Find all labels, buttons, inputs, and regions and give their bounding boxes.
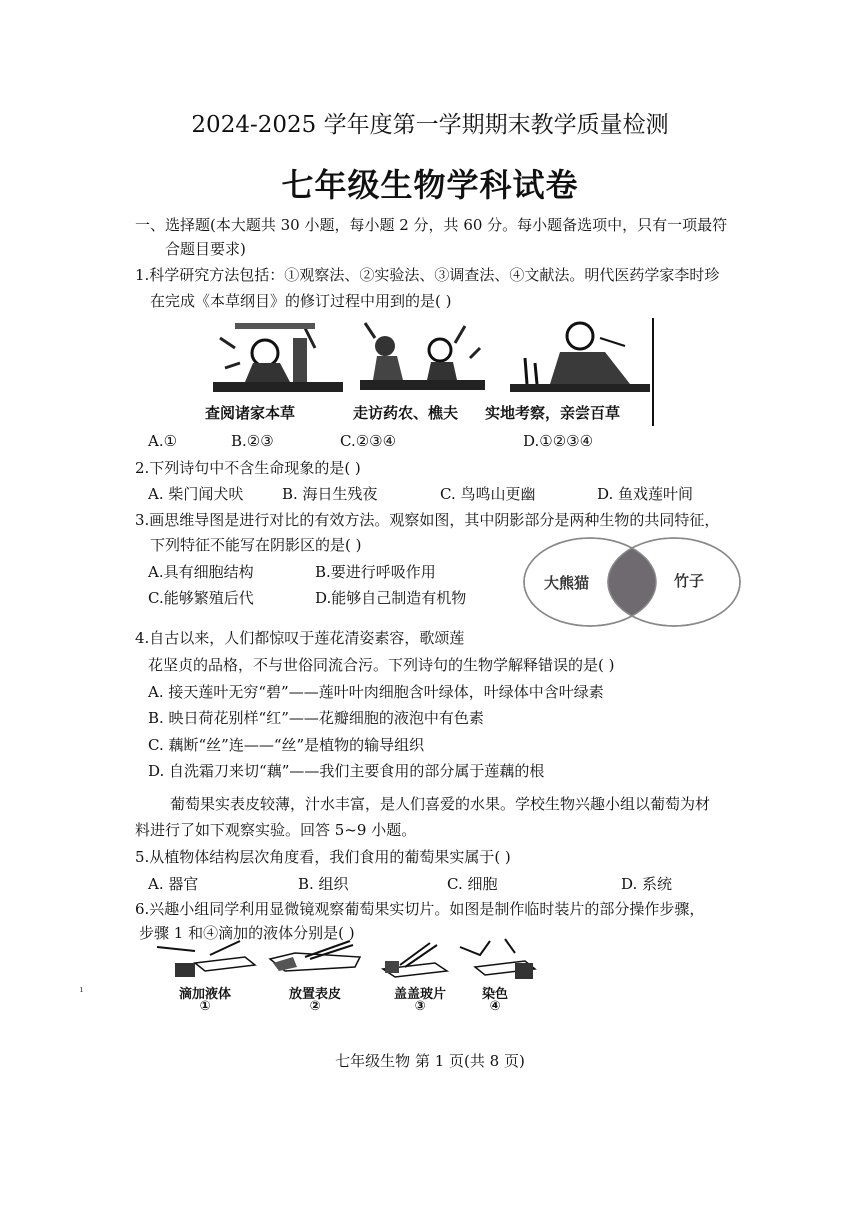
- stain-icon: [460, 939, 535, 979]
- q5-option-b: B. 组织: [298, 875, 349, 893]
- venn-left-label: 大熊猫: [544, 574, 590, 592]
- q4-option-a: A. 接天莲叶无穷“碧”——莲叶叶肉细胞含叶绿体，叶绿体中含叶绿素: [148, 683, 604, 701]
- q1-stem-line2: 在完成《本草纲目》的修订过程中用到的是( ): [150, 292, 452, 310]
- q3-option-b: B.要进行呼吸作用: [315, 563, 436, 581]
- q5-option-d: D. 系统: [621, 875, 673, 893]
- step-4-label: 染色: [481, 987, 508, 1002]
- venn-right-label: 竹子: [674, 572, 705, 590]
- tweezers-icon: [270, 941, 360, 971]
- step-3-num: ③: [414, 999, 426, 1014]
- step-4-num: ④: [489, 999, 501, 1014]
- q3-stem-line2: 下列特征不能写在阴影区的是( ): [150, 536, 362, 554]
- q2-option-a: A. 柴门闻犬吠: [148, 485, 244, 503]
- step-2-label: 放置表皮: [288, 987, 341, 1002]
- q2-option-b: B. 海日生残夜: [282, 485, 378, 503]
- visiting-farmer-sketch: [360, 323, 485, 390]
- q3-option-c: C.能够繁殖后代: [148, 589, 254, 607]
- q5-option-a: A. 器官: [148, 875, 199, 893]
- q4-option-c: C. 藕断“丝”连——“丝”是植物的输导组织: [148, 736, 425, 754]
- q3-stem-line1: 3.画思维导图是进行对比的有效方法。观察如图，其中阴影部分是两种生物的共同特征，: [135, 511, 720, 529]
- exam-title: 七年级生物学科试卷: [281, 166, 579, 204]
- q1-illustration: [205, 318, 657, 426]
- reading-scholar-sketch: [213, 323, 343, 392]
- passage-line2: 料进行了如下观察实验。回答 5~9 小题。: [135, 821, 417, 839]
- q6-stem-line1: 6.兴趣小组同学利用显微镜观察葡萄果实切片。如图是制作临时装片的部分操作步骤，: [135, 900, 705, 918]
- venn-diagram: [522, 535, 744, 629]
- q4-stem-line2: 花坚贞的品格，不与世俗同流合污。下列诗句的生物学解释错误的是( ): [148, 656, 615, 674]
- q1-option-b: B.②③: [231, 432, 274, 450]
- step-3-label: 盖盖玻片: [393, 987, 446, 1002]
- section-intro-line2: 合题目要求): [165, 240, 246, 258]
- q6-stem-line2: 步骤 1 和④滴加的液体分别是( ): [139, 924, 355, 942]
- q1-caption-2: 走访药农、樵夫: [353, 404, 459, 422]
- q4-option-b: B. 映日荷花别样“红”——花瓣细胞的液泡中有色素: [148, 709, 484, 727]
- q3-option-a: A.具有细胞结构: [148, 563, 254, 581]
- q4-option-d: D. 自洗霜刀来切“藕”——我们主要食用的部分属于莲藕的根: [148, 762, 545, 780]
- q1-option-a: A.①: [148, 432, 178, 450]
- page-footer: 七年级生物 第 1 页(共 8 页): [335, 1052, 525, 1070]
- passage-line1: 葡萄果实表皮较薄，汁水丰富，是人们喜爱的水果。学校生物兴趣小组以葡萄为材: [170, 795, 711, 813]
- q2-option-c: C. 鸟鸣山更幽: [440, 485, 536, 503]
- dropper-icon: [157, 941, 255, 977]
- q2-option-d: D. 鱼戏莲叶间: [597, 485, 694, 503]
- q5-option-c: C. 细胞: [447, 875, 498, 893]
- coverslip-icon: [383, 943, 447, 977]
- step-2-num: ②: [309, 999, 321, 1014]
- margin-mark: ı: [80, 985, 83, 995]
- section-intro-line1: 一、选择题(本大题共 30 小题，每小题 2 分，共 60 分。每小题备选项中，只有一项最符: [135, 216, 728, 234]
- exam-header-line: 2024-2025 学年度第一学期期末教学质量检测: [191, 112, 669, 138]
- q2-stem: 2.下列诗句中不含生命现象的是( ): [135, 459, 361, 477]
- q1-caption-1: 查阅诸家本草: [205, 404, 296, 422]
- slide-prep-steps: [155, 935, 545, 1020]
- step-1-num: ①: [199, 999, 211, 1014]
- q1-caption-3: 实地考察，亲尝百草: [485, 404, 621, 422]
- q1-option-c: C.②③④: [340, 432, 397, 450]
- steps-sketch: [155, 935, 545, 983]
- q5-stem: 5.从植物体结构层次角度看，我们食用的葡萄果实属于( ): [135, 848, 511, 866]
- q1-stem-line1: 1.科学研究方法包括：①观察法、②实验法、③调查法、④文献法。明代医药学家李时珍: [135, 266, 720, 284]
- field-study-sketch: [510, 323, 650, 392]
- q3-option-d: D.能够自己制造有机物: [315, 589, 467, 607]
- step-1-label: 滴加液体: [178, 987, 231, 1002]
- q4-stem-line1: 4.自古以来，人们都惊叹于莲花清姿素容，歌颂莲: [135, 629, 465, 647]
- q1-option-d: D.①②③④: [523, 432, 594, 450]
